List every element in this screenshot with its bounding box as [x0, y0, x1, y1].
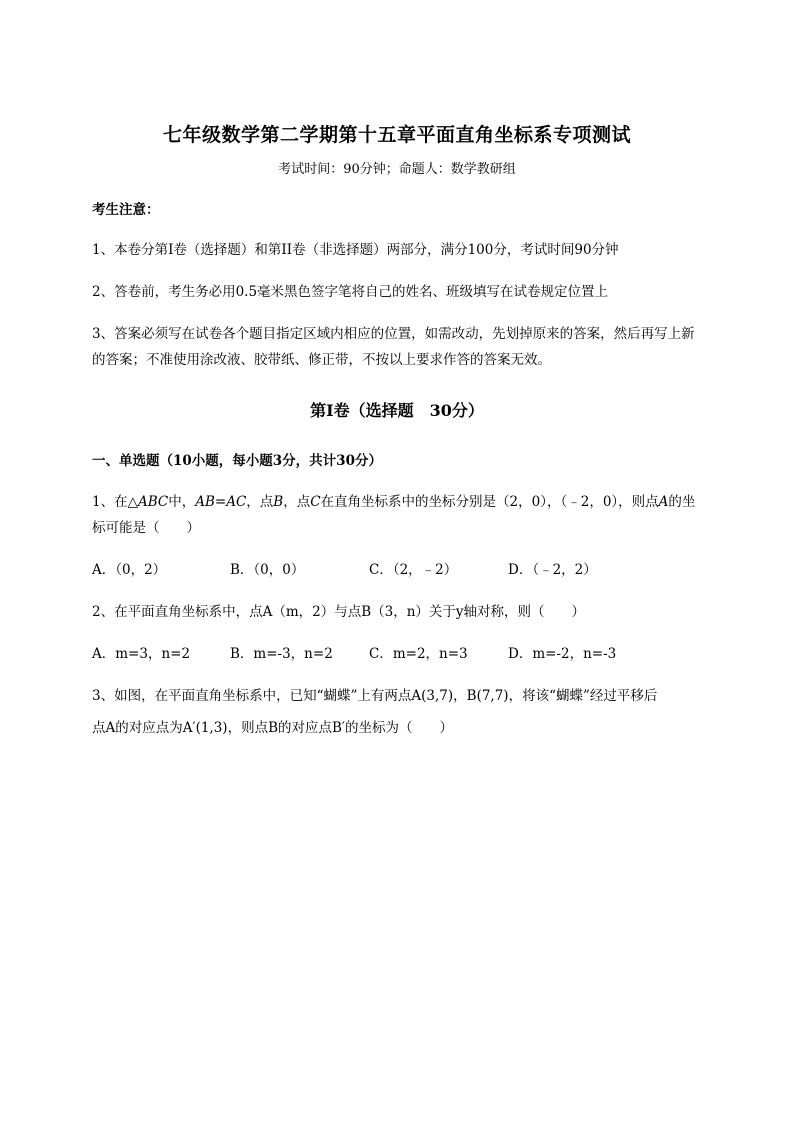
section-title: 第I卷（选择题 30分） — [310, 401, 484, 420]
q1-text-i: 在直角坐标系中的坐标分别是（2，0），（﹣2，0），则点 — [320, 494, 659, 510]
question-2-line-1: 2、在平面直角坐标系中，点A（m，2）与点B（3，n）关于y轴对称，则（ ） — [92, 604, 586, 620]
q1-text-a: 1、在△ — [92, 494, 138, 510]
part-heading: 一、单选题（10小题，每小题3分，共计30分） — [92, 453, 382, 469]
q1-var-a: A — [658, 494, 669, 510]
q1-option-d[interactable]: D．（﹣2，2） — [508, 562, 597, 578]
q2-option-c[interactable]: C．m=2，n=3 — [369, 646, 468, 662]
question-3-line-2: 点A的对应点为A′(1,3)，则点B的对应点B′的坐标为（ ） — [92, 720, 453, 736]
exam-subtitle: 考试时间：90分钟；命题人：数学教研组 — [278, 162, 516, 177]
q1-var-c: C — [310, 494, 321, 510]
q1-option-b[interactable]: B．（0，0） — [230, 562, 305, 578]
notice-item-2: 2、答卷前，考生务必用0.5毫米黑色签字笔将自己的姓名、班级填写在试卷规定位置上 — [92, 284, 609, 300]
question-3-line-1: 3、如图，在平面直角坐标系中，已知“蝴蝶”上有两点A(3,7)，B(7,7)，将该“蝴蝶”经过平移后 — [92, 688, 658, 704]
q1-var-b: B — [273, 494, 284, 510]
q2-option-a[interactable]: A．m=3，n=2 — [92, 646, 191, 662]
q1-option-a[interactable]: A．（0，2） — [92, 562, 167, 578]
q1-option-c[interactable]: C．（2，﹣2） — [369, 562, 458, 578]
q1-text-k: 的坐 — [668, 494, 696, 510]
q2-option-d[interactable]: D．m=-2，n=-3 — [508, 646, 617, 662]
notice-heading: 考生注意： — [92, 202, 160, 218]
question-1-line-2: 标可能是（ ） — [92, 520, 200, 536]
q1-var-ab-ac: AB=AC — [195, 494, 247, 510]
q2-option-b[interactable]: B．m=-3，n=2 — [230, 646, 333, 662]
q1-text-g: ，点 — [283, 494, 311, 510]
notice-item-1: 1、本卷分第I卷（选择题）和第II卷（非选择题）两部分，满分100分，考试时间90分钟 — [92, 242, 619, 258]
question-1-line-1 — [92, 490, 742, 514]
q1-text-e: ，点 — [246, 494, 274, 510]
q1-var-abc: ABC — [137, 494, 169, 510]
exam-title: 七年级数学第二学期第十五章平面直角坐标系专项测试 — [162, 124, 631, 146]
q1-text-c: 中， — [168, 494, 196, 510]
notice-item-3: 3、答案必须写在试卷各个题目指定区域内相应的位置，如需改动，先划掉原来的答案，然后再写上新 — [92, 326, 695, 342]
notice-item-3-continued: 的答案；不准使用涂改液、胶带纸、修正带，不按以上要求作答的答案无效。 — [92, 352, 551, 368]
